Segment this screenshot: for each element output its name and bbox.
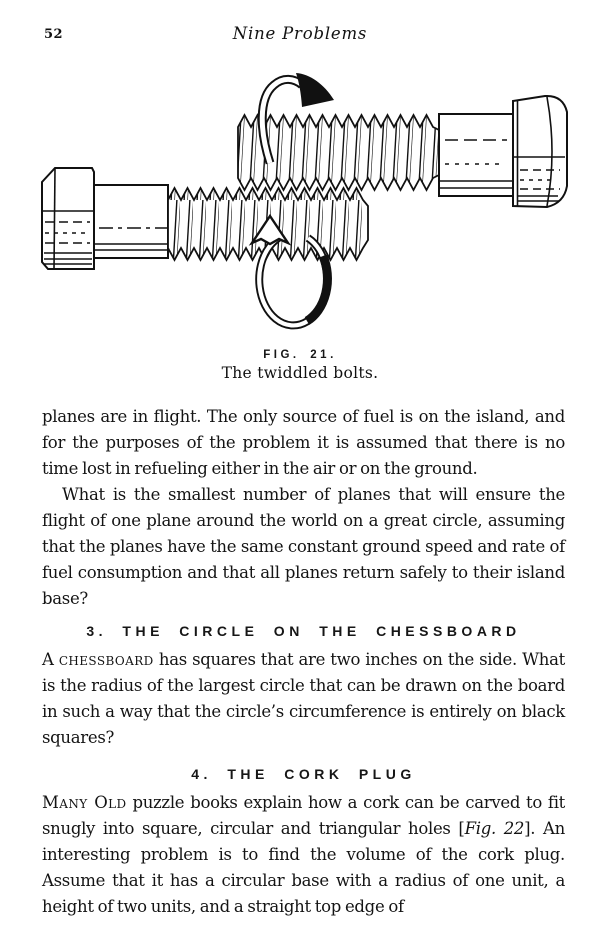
text-run-smallcaps: Many Old: [42, 793, 127, 812]
upper-bolt-shank: [439, 114, 513, 196]
figure-22-reference: Fig. 22: [464, 819, 525, 838]
text-run: has squares that are two inches on the side. What is the radius of the largest circle that can be drawn on the board in such a way that the circle’s circumference is entirely on black squares?: [42, 650, 565, 747]
page-body: [42, 404, 565, 920]
figure-caption-block: [0, 349, 600, 382]
paragraph-chessboard: [42, 647, 565, 751]
lower-bolt-hex-head: [42, 168, 94, 269]
heading-problem-4: 4. THE CORK PLUG: [191, 766, 416, 782]
paragraph-planes-question: What is the smallest number of planes that will ensure the flight of one plane around the world on a great circle, assuming that the planes have the same constant ground speed and rate of fuel consumption and that all planes return safely to their island base?: [42, 485, 565, 608]
text-run-smallcaps: chessboard: [58, 650, 154, 669]
paragraph-fuel: planes are in flight. The only source of fuel is on the island, and for the purposes of the problem it is assumed that there is no time lost in refueling either in the air or on the ground.: [42, 407, 565, 478]
paragraph-cork: [42, 790, 565, 920]
figure-label: FIG. 21.: [263, 349, 337, 361]
running-head-title: Nine Problems: [232, 24, 368, 43]
text-run: puzzle books explain how a cork can be carved to fit snugly into square, circular and triangular holes [: [42, 793, 565, 838]
page-number: 52: [44, 27, 64, 42]
upper-bolt: [238, 96, 567, 207]
heading-problem-3: 3. THE CIRCLE ON THE CHESSBOARD: [86, 623, 521, 639]
upper-bolt-hex-head: [513, 96, 567, 207]
text-run: ]. An interesting problem is to find the volume of the cork plug. Assume that it has a circular base with a radius of one unit, a height of two units, and a straight top edge of: [42, 819, 565, 916]
bolts-illustration: [38, 68, 568, 350]
text-run: A: [42, 650, 54, 669]
page-header: [0, 24, 600, 48]
lower-bolt-shank: [94, 185, 168, 258]
figure-caption: The twiddled bolts.: [221, 364, 379, 382]
